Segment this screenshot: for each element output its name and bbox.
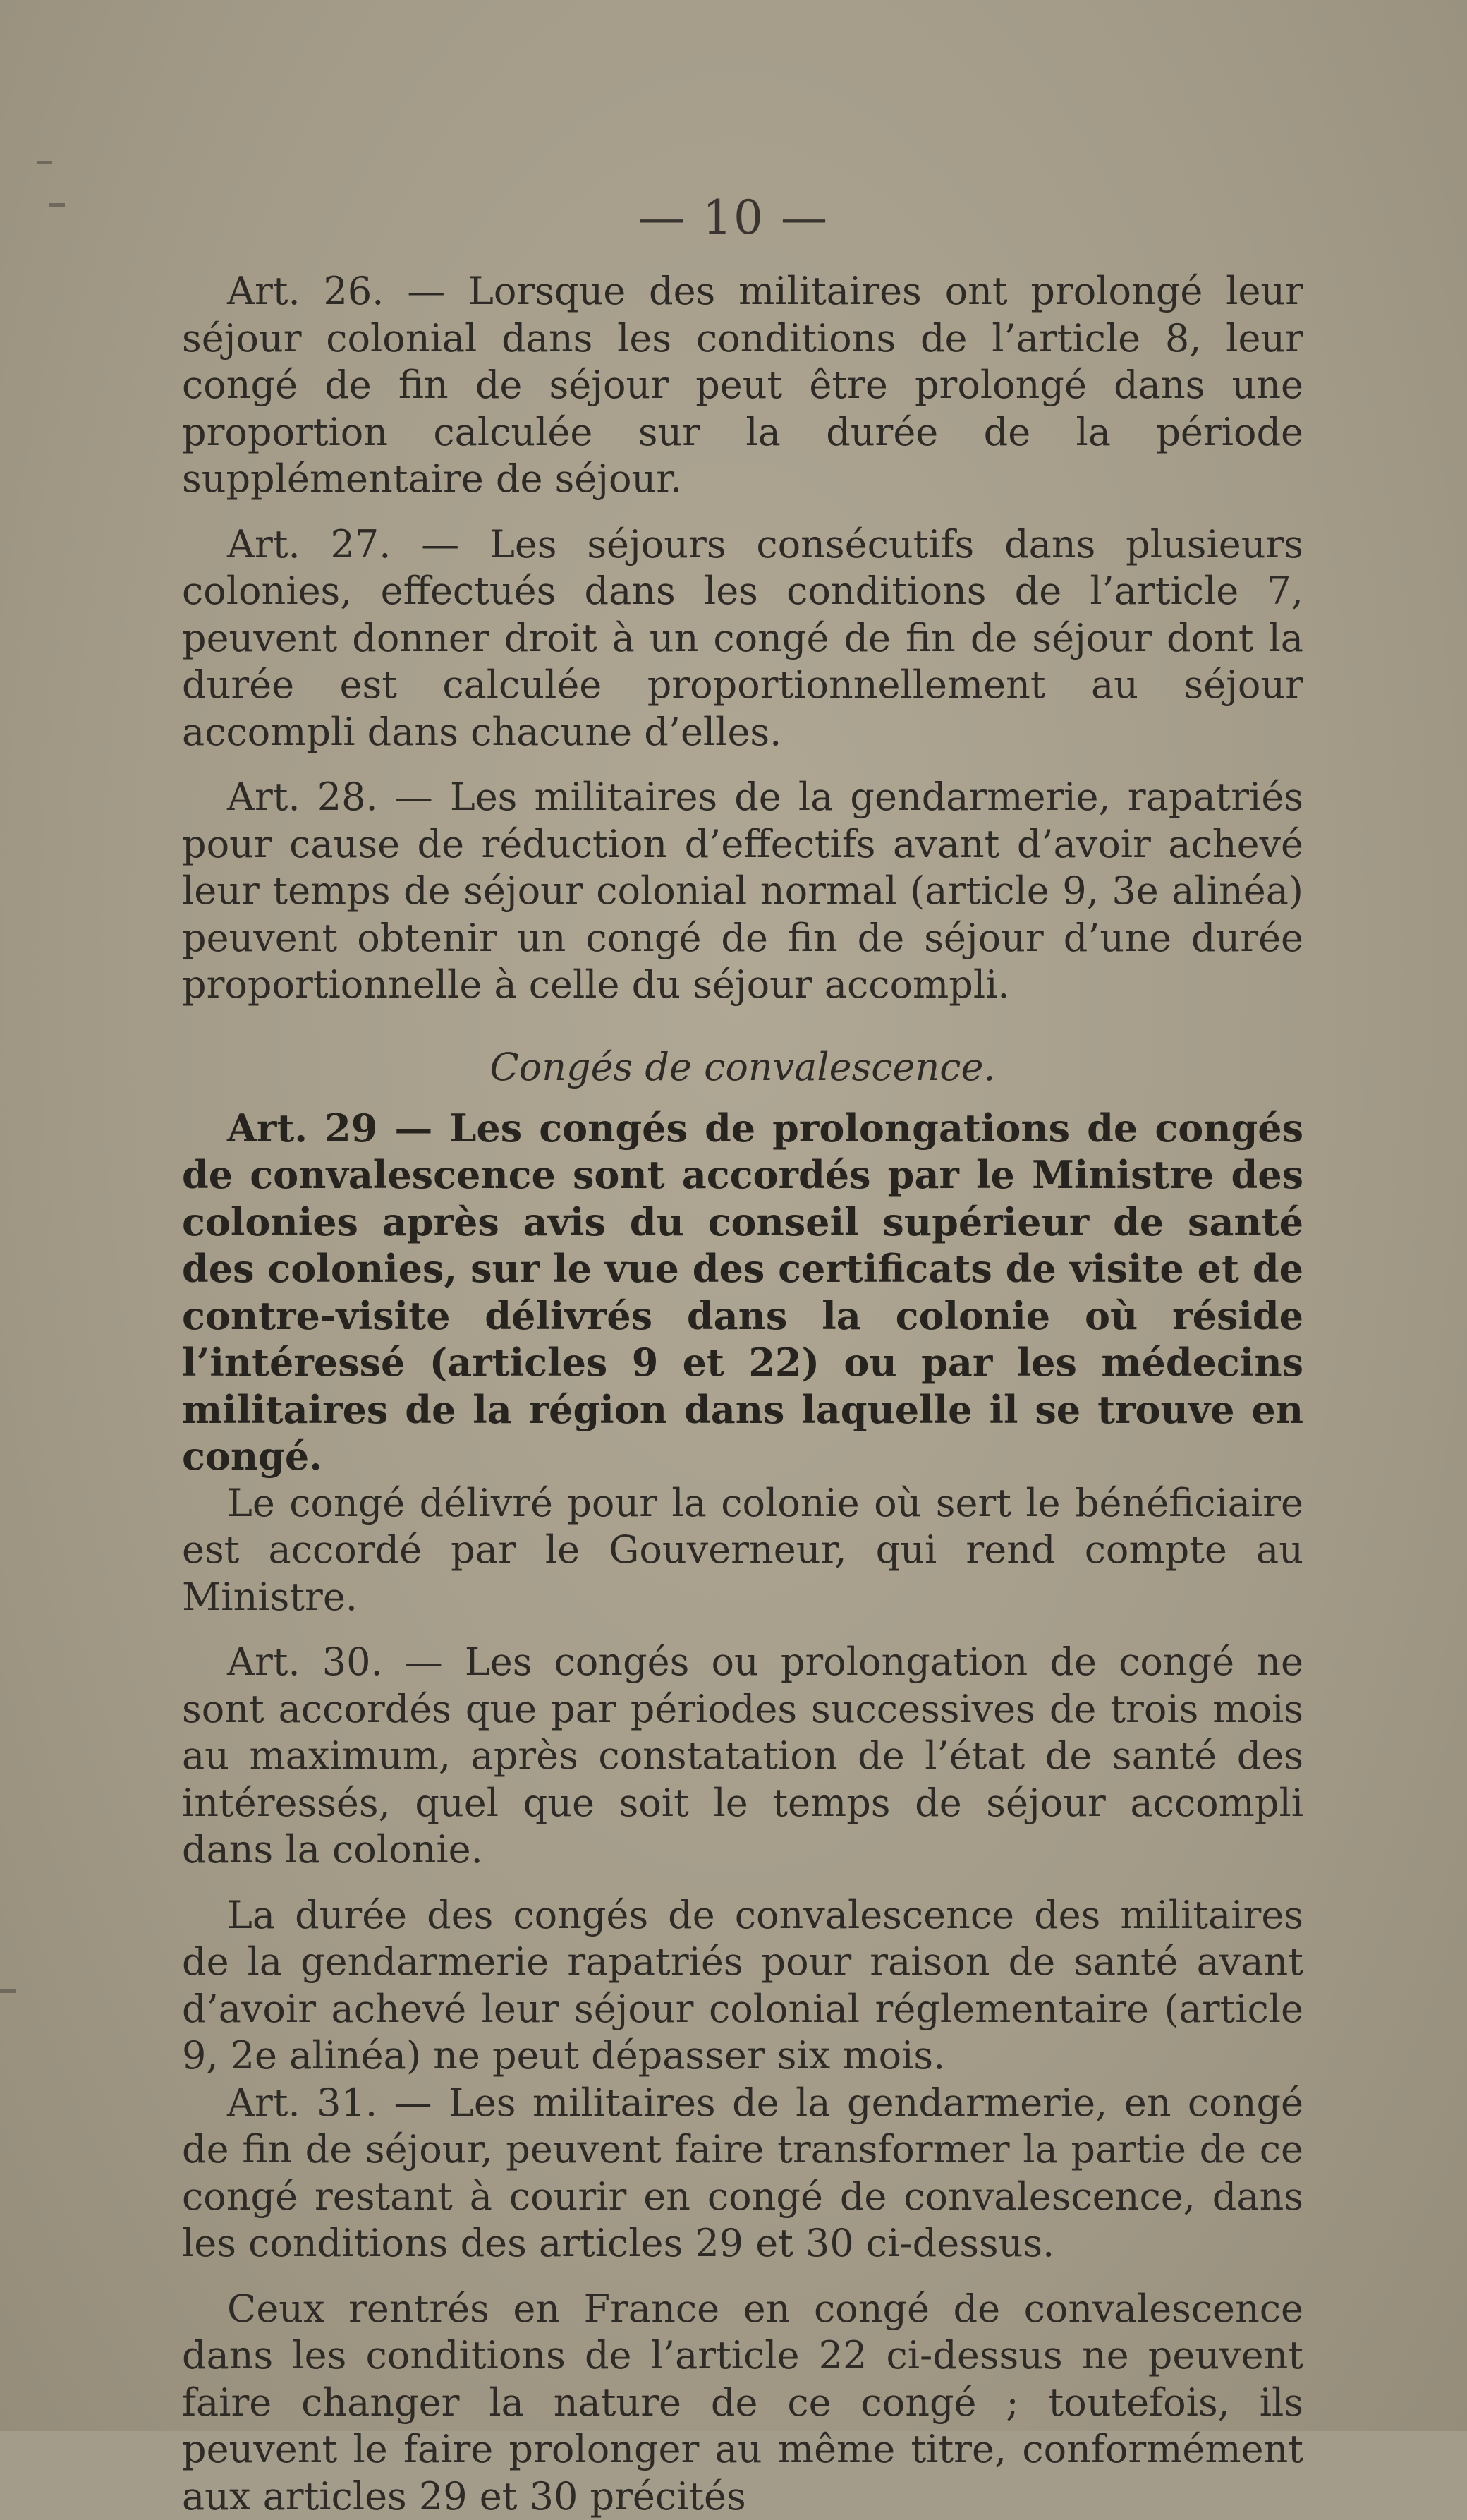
margin-mark-top-left — [37, 161, 52, 164]
paragraph-art-28: Art. 28. — Les militaires de la gendarmerie, rapatriés pour cause de réduction d’effectifs avant d’avoir achevé leur temps de séjour colonial normal (article 9, 3e alinéa) peuvent obtenir un congé de fin de séjour d’une durée proportionnelle à celle du séjour accompli. — [182, 774, 1303, 1009]
body-text — [182, 268, 1303, 2520]
paragraph-governor: Le congé délivré pour la colonie où sert le bénéficiaire est accordé par le Gouverneur, qui rend compte au Ministre. — [182, 1480, 1303, 1621]
page-number: — 10 — — [0, 190, 1467, 245]
paragraph-art-26: Art. 26. — Lorsque des militaires ont prolongé leur séjour colonial dans les conditions de l’article 8, leur congé de fin de séjour peut être prolongé dans une proportion calculée sur la durée de la période supplémentaire de séjour. — [182, 268, 1303, 503]
paragraph-art-31: Art. 31. — Les militaires de la gendarmerie, en congé de fin de séjour, peuvent faire transformer la partie de ce congé restant à courir en congé de convalescence, dans les conditions des articles 29 et 30 ci-dessus. — [182, 2080, 1303, 2267]
paragraph-art-30: Art. 30. — Les congés ou prolongation de congé ne sont accordés que par périodes successives de trois mois au maximum, après constatation de l’état de santé des intéressés, quel que soit le temps de séjour accompli dans la colonie. — [182, 1639, 1303, 1874]
paragraph-duration: La durée des congés de convalescence des militaires de la gendarmerie rapatriés pour raison de santé avant d’avoir achevé leur séjour colonial réglementaire (article 9, 2e alinéa) ne peut dépasser six mois. — [182, 1892, 1303, 2080]
paragraph-returned: Ceux rentrés en France en congé de convalescence dans les conditions de l’article 22 ci-dessus ne peuvent faire changer la nature de ce congé ; toutefois, ils peuvent le faire prolonger au même titre, conformément aux articles 29 et 30 précités — [182, 2286, 1303, 2520]
paragraph-art-29: Art. 29 — Les congés de prolongations de congés de convalescence sont accordés par le Ministre des colonies après avis du conseil supérieur de santé des colonies, sur le vue des certificats de visite et de contre-visite délivrés dans la colonie où réside l’intéressé (articles 9 et 22) ou par les médecins militaires de la région dans laquelle il se trouve en congé. — [182, 1105, 1303, 1480]
paragraph-art-27: Art. 27. — Les séjours consécutifs dans plusieurs colonies, effectués dans les conditions de l’article 7, peuvent donner droit à un congé de fin de séjour dont la durée est calculée proportionnellement au séjour accompli dans chacune d’elles. — [182, 521, 1303, 756]
section-heading: Congés de convalescence. — [182, 1044, 1303, 1091]
margin-mark-bottom-left — [0, 1989, 16, 1993]
